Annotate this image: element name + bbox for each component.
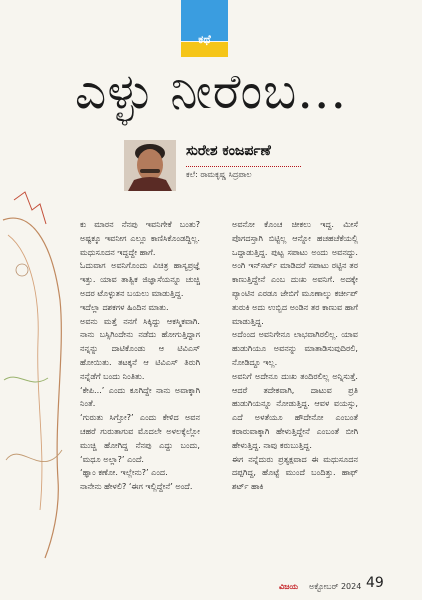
author-name: ಸುರೇಶ ಕಂಜರ್ಪಣೆ [186,143,271,159]
paragraph-7: ‘ಹ್ಞಾಂ ಕಣೋ. ಇಲ್ಲೇನು?’ ಎಂದ. [80,467,168,478]
author-divider [186,166,301,167]
paragraph-8: ನಾನೇನು ಹೇಳಲಿ? ‘ಈಗ ಇಲ್ಲಿದ್ದೇನೆ’ ಅಂದೆ. [80,481,193,492]
category-label: ಕಥೆ [198,33,211,46]
page-number: 49 [366,575,384,591]
paragraph-10: ಅದೆಂಂದ ಅವನಿಗೇನೂ ಲಾಭವಾಗಿರಲಿಲ್ಲ. ಯಾವ ಹುಡುಗಿಯೂ ಅವನನ್ನು ಮಾತಾಡಿಸುವುದಿರಲಿ, ನೋಡಿದ್ದೂ ಇಲ್ಲ. [232,329,358,367]
paragraph-11: ಅವನಿಗೆ ಅದೇನೂ ದುಃಖ ತಂದಿರಲಿಲ್ಲ ಅನ್ನಿಸುತ್ತೆ. ಆದರೆ ತದೇಕವಾಗಿ, ದಾಟುವ ಪ್ರತಿ ಹುಡುಗಿಯನ್ನೂ ನೋಡುತ್ತಿದ್ದ. ಆವಳ ವಯಸ್ಸು, ಎದೆ ಅಳತೆಯೂ ಹೌದೇನೋ ಎಂಬಂತೆ ಕರಾರುವಾಕ್ಕಾಗಿ ಹೇಳುತ್ತಿದ್ದೇನೆ ಎಂಬಂತೆ ಬೀಗಿ ಹೇಳುತ್ತಿದ್ದ. ನಾವು ಕರುಬುತ್ತಿದ್ದ. [232,370,358,450]
paragraph-9: ಅವನೋ ಕೊಂಚ ಚೀಕಲು ಇದ್ದ. ಮೀಸೆ ಪೊಗದಸ್ತಾಗಿ ಬಿಟ್ಟಿಲ್ಲ ಆನ್ನೋ ಹಚಹಚೆಕೆಯಲ್ಲಿ ಒದ್ದಾಡುತ್ತಿದ್ದ. ಪುಟ್ಟ ಸಪಾಟು ಅಂದು ಅವನದ್ದು. ಅಂಗಿ ಇನ್‌ಸರ್ಟ್ ಮಾಡಿದರೆ ಸಪಾಟು ರಟ್ಟಿನ ತರ ಕಾಣುತ್ತಿದ್ದೇನೆ ಎಂಬ ದುಃಖ ಅವನಿಗೆ. ಅದಕ್ಕೇ ಪ್ಯಾಂಟಿನ ಎರಡೂ ಜೇಬಿಗೆ ಮೂಣಾಲ್ಕು ಕರ್ಚೀಪ್ ತುರುಕಿ ಅದು ಉಬ್ಬಿದ ಅಂಡಿನ ತರ ಕಾಣುವ ಹಾಗೆ ಮಾಡುತ್ತಿದ್ದ. [232,219,358,326]
footer-issue-date: ಅಕ್ಟೋಬರ್ 2024 [309,582,362,591]
story-column-right [232,218,358,494]
illustration-credit: ಕಲೆ: ರಾಮಕೃಷ್ಣ ಸಿದ್ರಪಾಲ [186,170,252,179]
paragraph-4: ಅವನು ಮತ್ತೆ ನನಗೆ ಸಿಕ್ಕಿದ್ದು ಆಕಸ್ಮಿಕವಾಗಿ. ನಾನು ಬಸ್ಸಿಗಿಂದೇನು ನಡೆದು ಹೋಗುತ್ತಿದ್ದಾಗ ನನ್ನನ್ನು ದಾಟಿಕೊಂಡು ಆ ಟಿವಿಎಸ್ ಹೋಯಿತು. ತಟಕ್ಕನೆ ಆ ಟಿವಿಎಸ್ ತಿರುಗಿ ನನ್ನೆಡೆಗೆ ಬಂದು ನಿಂತಿತು. [80,315,200,381]
paragraph-3: ಇದೆಲ್ಲಾ ದಶಕಗಳ ಹಿಂದಿನ ಮಾತು. [80,301,169,312]
footer-brand: ವಿಜಯ [279,582,299,591]
paragraph-12: ಈಗ ನನ್ನೆದುರು ಪ್ರತ್ಯಕ್ಷವಾದ ಈ ಮಧುಸೂದನ ದಪ್ಪಗಿದ್ದ, ಹೊಟ್ಟೆ ಮುಂದೆ ಬಂದಿತ್ತು. ಹಾಫ್ ಶರ್ಟ್ ಹಾಕಿ [232,453,358,492]
paragraph-6: ‘ಗುರುತು ಸಿಗ್ತೋ?’ ಎಂದು ಕೇಳಿದ ಅವನ ಚಹರೆ ಗುರುತಾಗುವ ಮೊದಲೇ ಅಳಲಕ್ಕೆಲ್ಲೋ ಮುಚ್ಚಿ ಹೋಗಿದ್ದ ನೆನಪು ಎದ್ದು ಬಂದು, ‘ಮಧೂ ಅಲ್ಲಾ?’ ಎಂದೆ. [80,412,200,464]
sketch-illustration [0,180,70,560]
author-photo [124,140,176,191]
author-portrait-icon [124,140,176,191]
paragraph-2: ಓದುವಾಗ ಅವನಿಗೊಂದು ವಿಚಿತ್ರ ಹಾಸ್ಯಪ್ರಜ್ಞೆ ಇತ್ತು. ಯಾವ ತಾತ್ವಿಕ ಜಿಜ್ಞಾಸೆಯನ್ನೂ ಚುಚ್ಚಿ ಅದರ ಟೊಳ್ಳುತನ ಬಯಲು ಮಾಡುತ್ತಿದ್ದ. [80,260,200,298]
paragraph-5: ‘ಕೇಪಿ...’ ಎಂದು ಕೂಗಿದ್ದೇ ನಾನು ಅವಾಕ್ಕಾಗಿ ನಿಂತೆ. [80,384,200,409]
headline: ಎಳ್ಳು ನೀರೆಂಬ... [74,63,348,120]
story-column-left [80,218,200,494]
paragraph-1: ಕು ಮಾರನ ನೆನಪು ಇವನಿಗೇಕೆ ಬಂತು? ಅಷ್ಟಕ್ಕೂ ಇವನೀಗ ಎಲ್ಲೂ ಕಾಣಿಸಿಕೊಂಡದ್ದಿಲ್ಲ. ಮಧುಸೂದನ ಇದ್ದದ್ದೇ ಹಾಗೆ. [80,219,200,257]
